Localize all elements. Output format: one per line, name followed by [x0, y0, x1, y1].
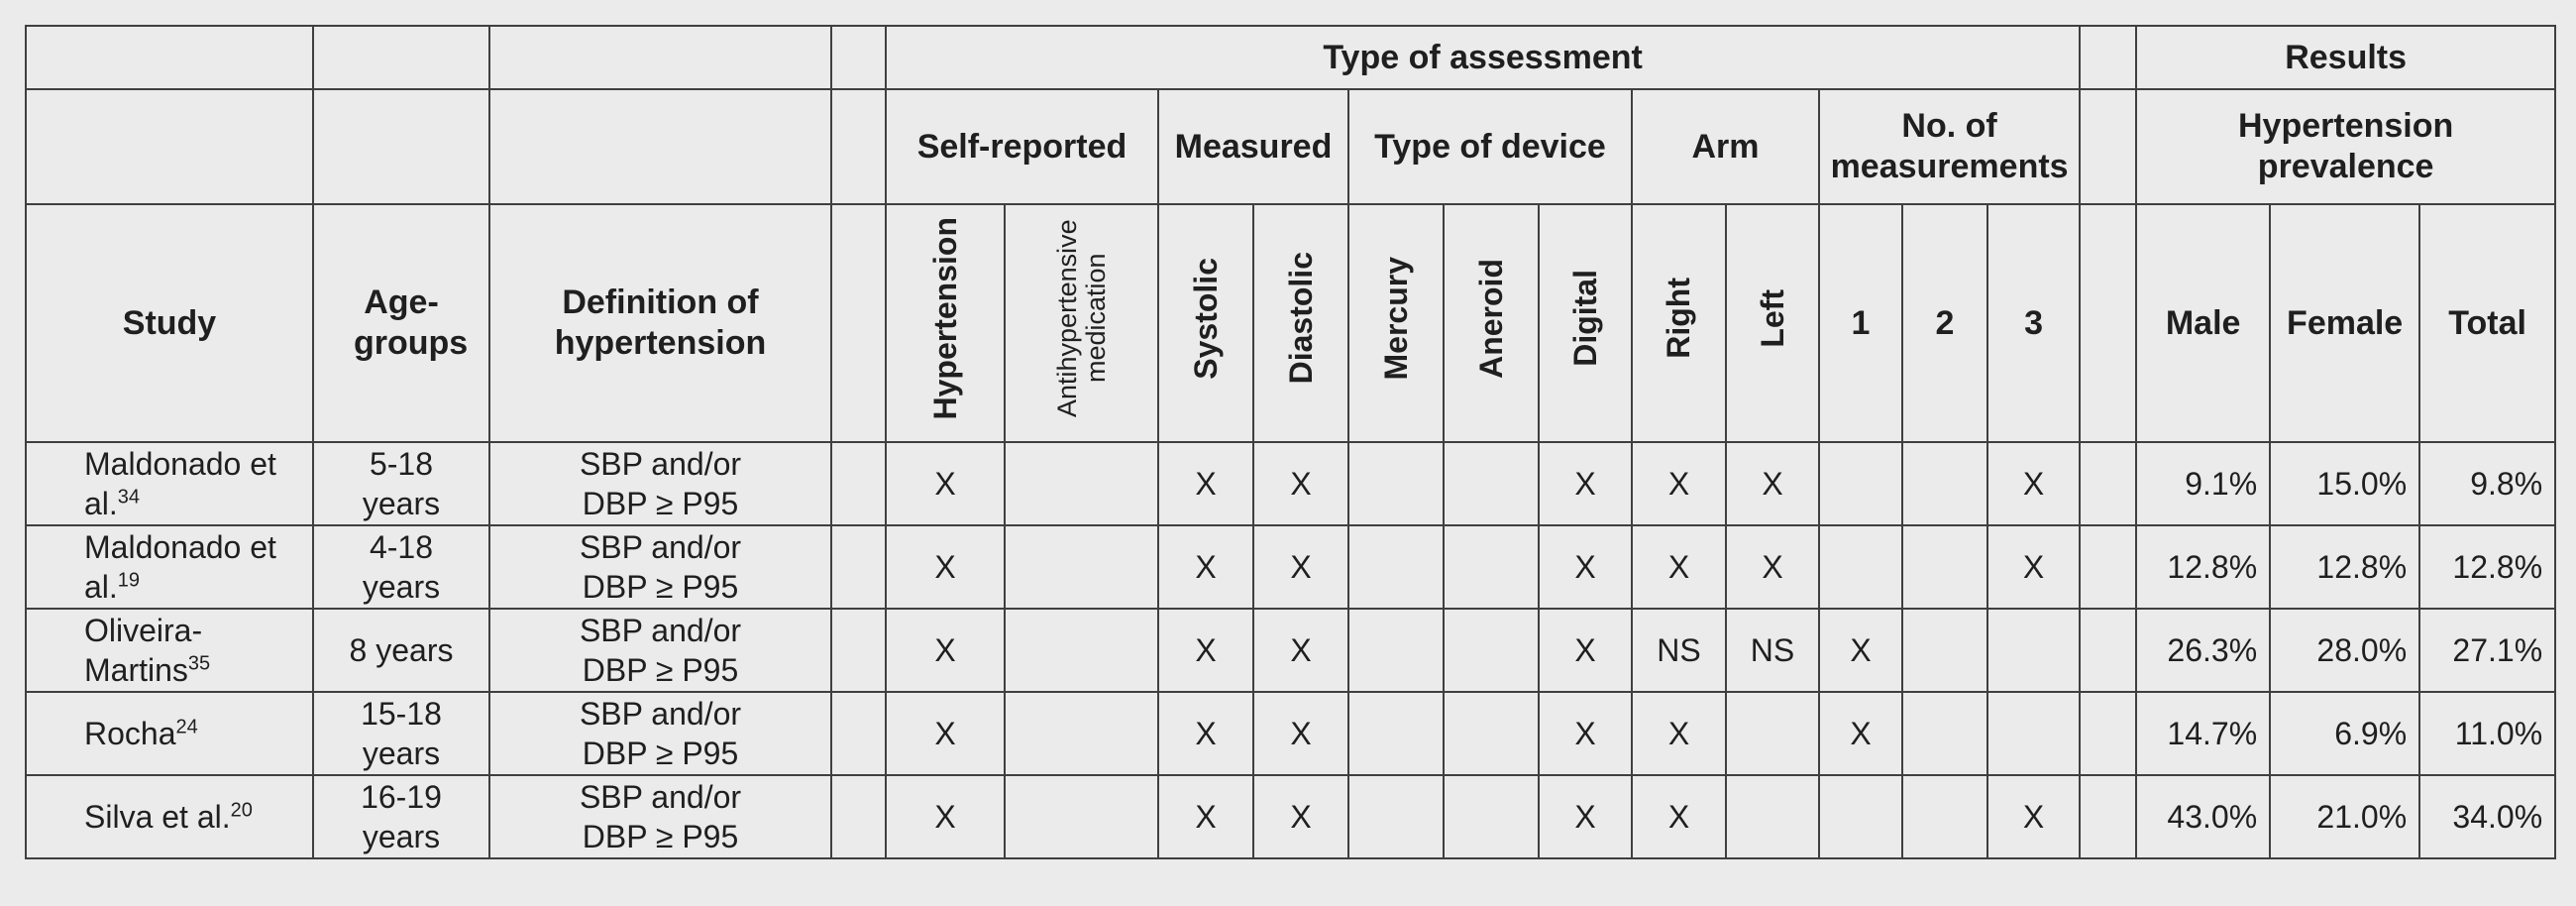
type-of-assessment-header: Type of assessment	[886, 26, 2080, 89]
digital-cell: X	[1539, 692, 1632, 775]
right-arm-cell: X	[1632, 442, 1726, 525]
digital-cell: X	[1539, 525, 1632, 609]
diastolic-cell: X	[1253, 775, 1348, 858]
digital-label: Digital	[1566, 270, 1603, 367]
spacer-cell	[831, 775, 886, 858]
male-prevalence-cell: 26.3%	[2136, 609, 2270, 692]
empty-header-cell	[489, 26, 831, 89]
study-cell	[26, 609, 313, 692]
measurement-3-cell	[1987, 692, 2080, 775]
no-of-measurements-header: No. of measurements	[1819, 89, 2080, 204]
age-cell: 16-19 years	[313, 775, 489, 858]
left-arm-cell: X	[1726, 442, 1819, 525]
header-row-3	[26, 204, 2555, 442]
mercury-label: Mercury	[1377, 256, 1414, 381]
hypertension-cell: X	[886, 525, 1005, 609]
study-reference: 34	[117, 486, 141, 509]
female-prevalence-cell: 15.0%	[2270, 442, 2419, 525]
right-arm-cell: X	[1632, 775, 1726, 858]
aneroid-label: Aneroid	[1472, 258, 1509, 379]
measured-header: Measured	[1158, 89, 1348, 204]
hypertension-studies-table	[25, 25, 2556, 859]
spacer-header-cell	[831, 89, 886, 204]
hypertension-column-header	[886, 204, 1005, 442]
female-prevalence-cell: 21.0%	[2270, 775, 2419, 858]
spacer-cell	[2080, 692, 2136, 775]
diastolic-cell: X	[1253, 692, 1348, 775]
measurement-1-cell: X	[1819, 692, 1902, 775]
female-prevalence-cell: 12.8%	[2270, 525, 2419, 609]
mercury-column-header	[1348, 204, 1444, 442]
aneroid-cell	[1444, 609, 1539, 692]
self-reported-header: Self-reported	[886, 89, 1158, 204]
study-name: Oliveira-Martins	[84, 613, 203, 688]
spacer-cell	[2080, 609, 2136, 692]
diastolic-cell: X	[1253, 525, 1348, 609]
measurement-1-cell	[1819, 775, 1902, 858]
study-name: Silva et al.	[84, 799, 231, 835]
mercury-cell	[1348, 775, 1444, 858]
spacer-header-cell	[831, 26, 886, 89]
male-column-header: Male	[2136, 204, 2270, 442]
antihypertensive-cell	[1005, 692, 1158, 775]
spacer-cell	[2080, 775, 2136, 858]
spacer-cell	[2080, 525, 2136, 609]
measurement-2-cell	[1902, 609, 1987, 692]
measurement-3-column-header: 3	[1987, 204, 2080, 442]
spacer-header-cell	[2080, 89, 2136, 204]
table-body	[26, 442, 2555, 858]
table-row	[26, 609, 2555, 692]
empty-header-cell	[489, 89, 831, 204]
measurement-2-cell	[1902, 525, 1987, 609]
aneroid-column-header	[1444, 204, 1539, 442]
table-row	[26, 525, 2555, 609]
right-arm-cell: X	[1632, 525, 1726, 609]
spacer-cell	[831, 525, 886, 609]
mercury-cell	[1348, 525, 1444, 609]
spacer-header-cell	[2080, 26, 2136, 89]
diastolic-cell: X	[1253, 609, 1348, 692]
left-arm-cell	[1726, 775, 1819, 858]
hypertension-cell: X	[886, 775, 1005, 858]
study-reference: 19	[117, 569, 141, 592]
total-prevalence-cell: 12.8%	[2419, 525, 2555, 609]
mercury-cell	[1348, 692, 1444, 775]
mercury-cell	[1348, 442, 1444, 525]
systolic-cell: X	[1158, 442, 1253, 525]
antihypertensive-column-header	[1005, 204, 1158, 442]
study-cell	[26, 692, 313, 775]
hypertension-cell: X	[886, 442, 1005, 525]
systolic-cell: X	[1158, 775, 1253, 858]
definition-cell: SBP and/or DBP ≥ P95	[489, 442, 831, 525]
hypertension-cell: X	[886, 692, 1005, 775]
table-container	[25, 25, 2556, 859]
total-column-header: Total	[2419, 204, 2555, 442]
mercury-cell	[1348, 609, 1444, 692]
female-prevalence-cell: 6.9%	[2270, 692, 2419, 775]
digital-cell: X	[1539, 609, 1632, 692]
systolic-cell: X	[1158, 609, 1253, 692]
age-cell: 8 years	[313, 609, 489, 692]
systolic-cell: X	[1158, 525, 1253, 609]
study-name: Maldonado et al.	[84, 529, 276, 605]
results-header: Results	[2136, 26, 2555, 89]
study-reference: 24	[175, 716, 198, 738]
type-of-device-header: Type of device	[1348, 89, 1632, 204]
measurement-2-cell	[1902, 775, 1987, 858]
aneroid-cell	[1444, 692, 1539, 775]
study-name: Rocha	[84, 716, 176, 751]
empty-header-cell	[26, 26, 313, 89]
female-prevalence-cell: 28.0%	[2270, 609, 2419, 692]
empty-header-cell	[313, 89, 489, 204]
left-arm-cell: NS	[1726, 609, 1819, 692]
male-prevalence-cell: 14.7%	[2136, 692, 2270, 775]
empty-header-cell	[313, 26, 489, 89]
header-row-1	[26, 26, 2555, 89]
study-cell	[26, 442, 313, 525]
measurement-2-column-header: 2	[1902, 204, 1987, 442]
measurement-3-cell: X	[1987, 525, 2080, 609]
study-reference: 20	[230, 799, 253, 822]
age-cell: 5-18 years	[313, 442, 489, 525]
total-prevalence-cell: 27.1%	[2419, 609, 2555, 692]
age-groups-column-header: Age-groups	[313, 204, 489, 442]
study-name: Maldonado et al.	[84, 446, 276, 521]
empty-header-cell	[26, 89, 313, 204]
diastolic-cell: X	[1253, 442, 1348, 525]
study-reference: 35	[187, 652, 211, 675]
measurement-2-cell	[1902, 442, 1987, 525]
spacer-cell	[2080, 442, 2136, 525]
spacer-cell	[831, 442, 886, 525]
aneroid-cell	[1444, 525, 1539, 609]
right-column-header	[1632, 204, 1726, 442]
study-column-header: Study	[26, 204, 313, 442]
measurement-3-cell: X	[1987, 775, 2080, 858]
definition-cell: SBP and/or DBP ≥ P95	[489, 775, 831, 858]
right-arm-cell: X	[1632, 692, 1726, 775]
digital-cell: X	[1539, 442, 1632, 525]
antihypertensive-label: Antihypertensive medication	[1051, 219, 1111, 417]
header-row-2	[26, 89, 2555, 204]
aneroid-cell	[1444, 442, 1539, 525]
definition-column-header: Definition of hypertension	[489, 204, 831, 442]
antihypertensive-cell	[1005, 775, 1158, 858]
female-column-header: Female	[2270, 204, 2419, 442]
measurement-1-cell	[1819, 525, 1902, 609]
measurement-1-column-header: 1	[1819, 204, 1902, 442]
definition-cell: SBP and/or DBP ≥ P95	[489, 692, 831, 775]
definition-cell: SBP and/or DBP ≥ P95	[489, 609, 831, 692]
antihypertensive-cell	[1005, 609, 1158, 692]
age-cell: 15-18 years	[313, 692, 489, 775]
measurement-1-cell: X	[1819, 609, 1902, 692]
measurement-1-cell	[1819, 442, 1902, 525]
systolic-cell: X	[1158, 692, 1253, 775]
systolic-column-header	[1158, 204, 1253, 442]
spacer-cell	[831, 692, 886, 775]
hypertension-prevalence-header: Hypertension prevalence	[2136, 89, 2555, 204]
study-cell	[26, 525, 313, 609]
left-label: Left	[1754, 288, 1790, 348]
male-prevalence-cell: 43.0%	[2136, 775, 2270, 858]
left-arm-cell	[1726, 692, 1819, 775]
diastolic-column-header	[1253, 204, 1348, 442]
hypertension-label: Hypertension	[926, 216, 963, 420]
measurement-3-cell: X	[1987, 442, 2080, 525]
arm-header: Arm	[1632, 89, 1819, 204]
aneroid-cell	[1444, 775, 1539, 858]
diastolic-label: Diastolic	[1282, 252, 1319, 385]
hypertension-cell: X	[886, 609, 1005, 692]
systolic-label: Systolic	[1187, 257, 1224, 380]
spacer-cell	[831, 609, 886, 692]
measurement-3-cell	[1987, 609, 2080, 692]
digital-cell: X	[1539, 775, 1632, 858]
right-arm-cell: NS	[1632, 609, 1726, 692]
table-row	[26, 775, 2555, 858]
total-prevalence-cell: 34.0%	[2419, 775, 2555, 858]
total-prevalence-cell: 9.8%	[2419, 442, 2555, 525]
definition-cell: SBP and/or DBP ≥ P95	[489, 525, 831, 609]
total-prevalence-cell: 11.0%	[2419, 692, 2555, 775]
left-column-header	[1726, 204, 1819, 442]
male-prevalence-cell: 9.1%	[2136, 442, 2270, 525]
male-prevalence-cell: 12.8%	[2136, 525, 2270, 609]
right-label: Right	[1661, 278, 1696, 359]
measurement-2-cell	[1902, 692, 1987, 775]
table-row	[26, 692, 2555, 775]
age-cell: 4-18 years	[313, 525, 489, 609]
left-arm-cell: X	[1726, 525, 1819, 609]
table-row	[26, 442, 2555, 525]
spacer-header-cell	[2080, 204, 2136, 442]
antihypertensive-cell	[1005, 525, 1158, 609]
spacer-header-cell	[831, 204, 886, 442]
antihypertensive-cell	[1005, 442, 1158, 525]
digital-column-header	[1539, 204, 1632, 442]
study-cell	[26, 775, 313, 858]
